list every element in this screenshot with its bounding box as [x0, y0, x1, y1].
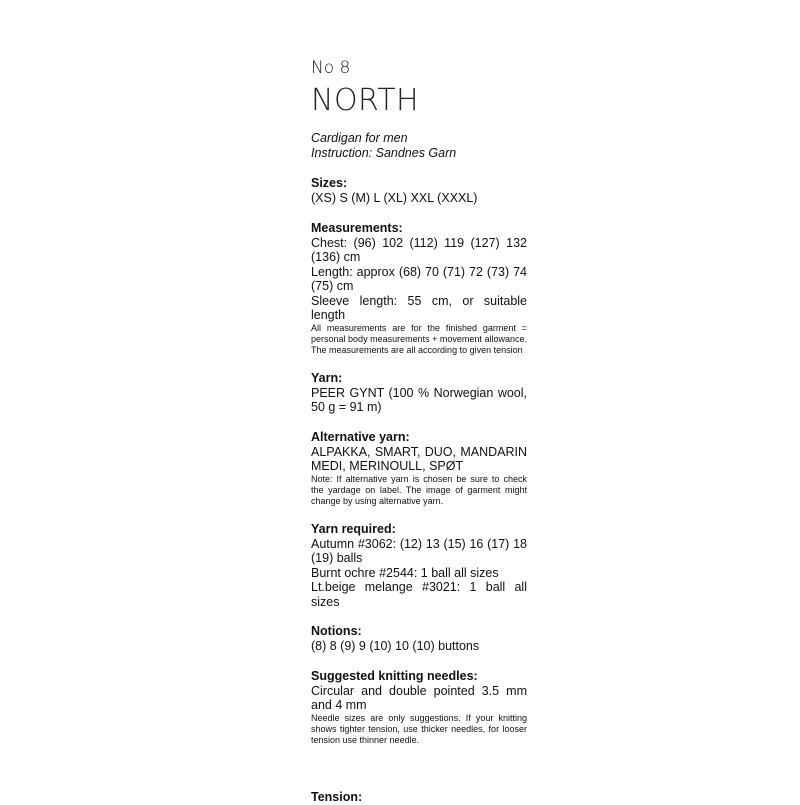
- needles-text: Circular and double pointed 3.5 mm and 4 mm: [311, 683, 527, 712]
- length-measurement: Length: approx (68) 70 (71) 72 (73) 74 (75) cm: [311, 264, 527, 293]
- chest-measurement: Chest: (96) 102 (112) 119 (127) 132 (136) cm: [311, 235, 527, 264]
- alternative-yarn-section: [311, 430, 527, 507]
- yarn-lt-beige: Lt.beige melange #3021: 1 ball all sizes: [311, 580, 527, 609]
- yarn-autumn: Autumn #3062: (12) 13 (15) 16 (17) 18 (19) balls: [311, 536, 527, 565]
- needles-heading: Suggested knitting needles:: [311, 668, 478, 683]
- sizes-section: [311, 176, 527, 206]
- pattern-column: [311, 57, 527, 746]
- needles-note: Needle sizes are only suggestions. If your knitting shows tighter tension, use thicker needles, for looser tension use thinner needle.: [311, 712, 527, 745]
- yarn-burnt-ochre: Burnt ochre #2544: 1 ball all sizes: [311, 565, 499, 580]
- yarn-required-section: [311, 522, 527, 610]
- pattern-subtitle: Cardigan for men: [311, 131, 408, 145]
- pattern-title: NORTH: [311, 83, 420, 118]
- sizes-heading: Sizes:: [311, 176, 348, 190]
- sizes-text: (XS) S (M) L (XL) XXL (XXXL): [311, 191, 478, 205]
- notions-text: (8) 8 (9) 9 (10) 10 (10) buttons: [311, 639, 480, 653]
- yarn-heading: Yarn:: [311, 370, 343, 385]
- tension-heading-partial: Tension:: [311, 790, 363, 804]
- measurements-note: All measurements are for the finished garment = personal body measurements + movement allowance. The measurements are all according to given tension: [311, 322, 527, 355]
- needles-section: [311, 669, 527, 746]
- clipped-next-heading: [311, 790, 363, 804]
- pattern-number: No 8: [311, 58, 351, 78]
- yarn-required-heading: Yarn required:: [311, 521, 396, 536]
- measurements-heading: Measurements:: [311, 220, 403, 235]
- measurements-section: [311, 221, 527, 356]
- notions-section: [311, 624, 527, 654]
- notions-heading: Notions:: [311, 624, 362, 638]
- sleeve-measurement: Sleeve length: 55 cm, or suitable length: [311, 293, 527, 322]
- alternative-yarn-text: ALPAKKA, SMART, DUO, MANDARIN MEDI, MERINOULL, SPØT: [311, 444, 527, 473]
- yarn-section: [311, 371, 527, 415]
- yarn-text: PEER GYNT (100 % Norwegian wool, 50 g = 91 m): [311, 385, 527, 414]
- alternative-yarn-note: Note: If alternative yarn is chosen be sure to check the yardage on label. The image of garment might change by using alternative yarn.: [311, 473, 527, 506]
- alternative-yarn-heading: Alternative yarn:: [311, 429, 410, 444]
- pattern-instruction-credit: Instruction: Sandnes Garn: [311, 146, 457, 160]
